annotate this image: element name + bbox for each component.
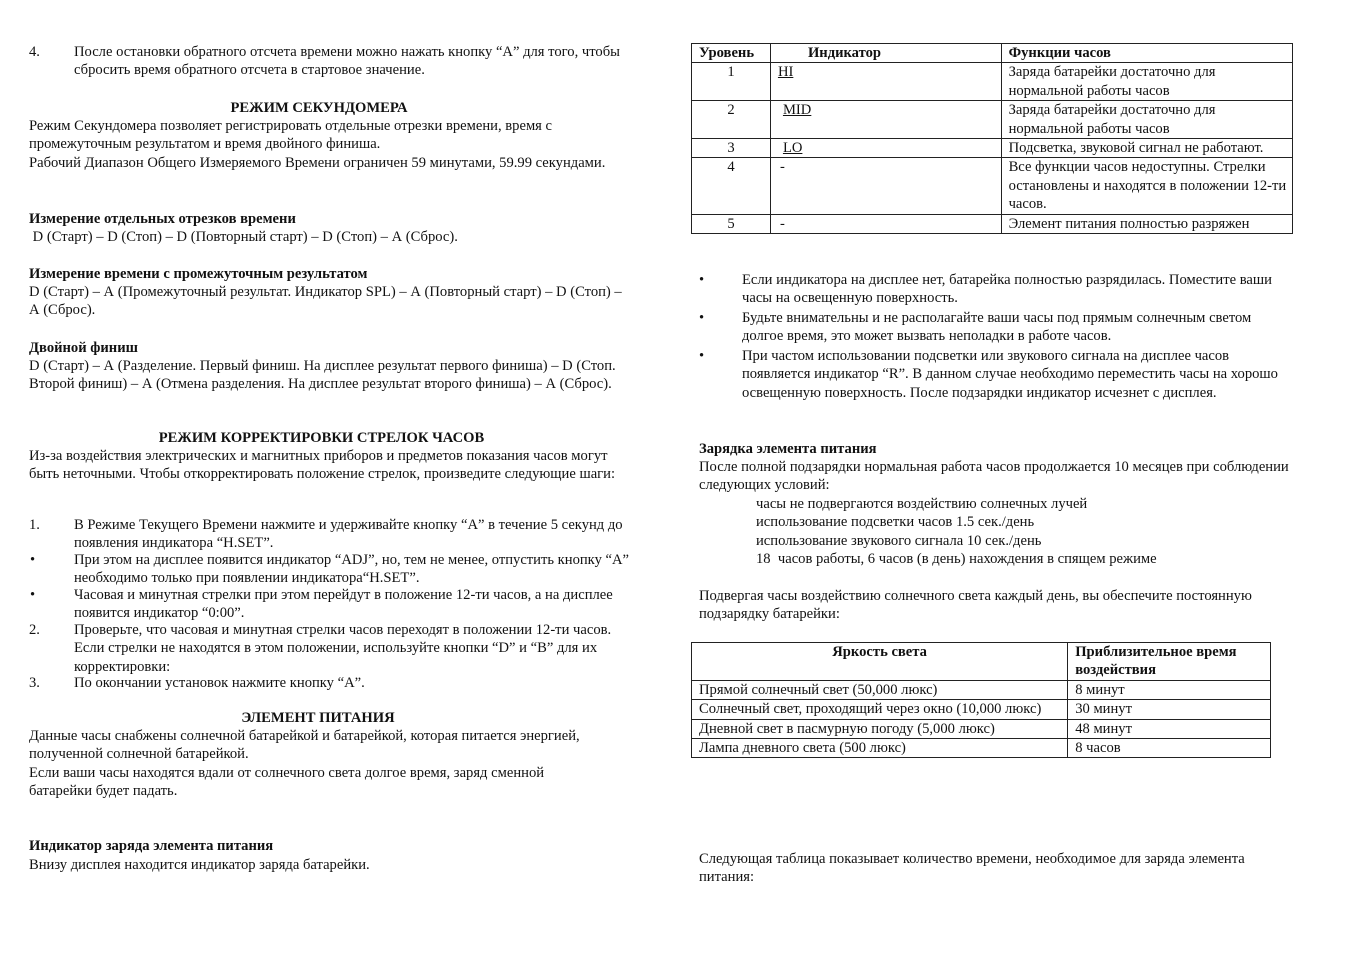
list-item bbox=[699, 347, 1289, 402]
cell-time: 48 минут bbox=[1068, 719, 1271, 738]
stopwatch-paragraph-1: Режим Секундомера позволяет регистрировать отдельные отрезки времени, время с промежуточным результатом и время двойного финиша. bbox=[29, 118, 553, 153]
list-item-4 bbox=[29, 43, 634, 80]
condition-item: использование подсветки часов 1.5 сек./день bbox=[756, 514, 1035, 530]
list-item bbox=[29, 551, 629, 588]
cell-function: Подсветка, звуковой сигнал не работают. bbox=[1001, 139, 1292, 158]
cell-level: 5 bbox=[692, 214, 771, 233]
power-paragraph-1: Данные часы снабжены солнечной батарейкой и батарейкой, которая питается энергией, полученной солнечной батарейкой. bbox=[29, 728, 580, 763]
double-finish-heading: Двойной финиш bbox=[29, 340, 138, 356]
table-row bbox=[692, 139, 1293, 158]
cell-function: Заряда батарейки достаточно для нормальной работы часов bbox=[1001, 101, 1292, 139]
lap-heading: Измерение времени с промежуточным результатом bbox=[29, 266, 368, 282]
table-row bbox=[692, 680, 1271, 699]
charge-text: После полной подзарядки нормальная работа часов продолжается 10 месяцев при соблюдении следующих условий: bbox=[699, 459, 1289, 494]
cell-indicator bbox=[770, 63, 1001, 101]
list-text: После остановки обратного отсчета времени можно нажать кнопку “А” для того, чтобы сбросить время обратного отсчета в стартовое значение. bbox=[74, 44, 620, 79]
double-finish-text: D (Старт) – А (Разделение. Первый финиш. На дисплее результат первого финиша) – D (Стоп. Второй финиш) – А (Отмена разделения. На дисплее результат второго финиша) – А (Сброс). bbox=[29, 358, 616, 393]
charge-heading: Зарядка элемента питания bbox=[699, 441, 877, 457]
list-item bbox=[29, 674, 629, 692]
hands-heading: РЕЖИМ КОРРЕКТИРОВКИ СТРЕЛОК ЧАСОВ bbox=[158, 430, 485, 446]
cell-function: Заряда батарейки достаточно для нормальной работы часов bbox=[1001, 63, 1292, 101]
next-table-text: Следующая таблица показывает количество времени, необходимое для заряда элемента питания: bbox=[699, 851, 1245, 886]
list-text: Если индикатора на дисплее нет, батарейка полностью разрядилась. Поместите ваши часы на освещенную поверхность. bbox=[742, 272, 1272, 307]
cell-level: 1 bbox=[692, 63, 771, 101]
header-time: Приблизительное время воздействия bbox=[1068, 643, 1271, 681]
cell-indicator bbox=[770, 139, 1001, 158]
cell-level: 2 bbox=[692, 101, 771, 139]
cell-level: 4 bbox=[692, 158, 771, 214]
list-text: При частом использовании подсветки или звукового сигнала на дисплее часов появляется индикатор “R”. В данном случае необходимо переместить часы на хорошо освещенную поверхность. После подзарядки индикатор исчезнет с дисплея. bbox=[742, 348, 1278, 401]
list-item bbox=[29, 621, 629, 676]
list-item bbox=[29, 516, 629, 553]
hands-intro: Из-за воздействия электрических и магнитных приборов и предметов показания часов могут быть неточными. Чтобы откорректировать положение стрелок, произведите следующие шаги: bbox=[29, 448, 616, 483]
cell-time: 8 минут bbox=[1068, 680, 1271, 699]
table-row bbox=[692, 719, 1271, 738]
condition-item: 18 часов работы, 6 часов (в день) нахождения в спящем режиме bbox=[756, 551, 1157, 567]
table-row bbox=[692, 214, 1293, 233]
bullet-mark: • bbox=[30, 587, 36, 603]
cell-time: 30 минут bbox=[1068, 700, 1271, 719]
list-number: 2. bbox=[29, 622, 40, 638]
bullet-mark: • bbox=[699, 310, 705, 326]
list-number: 1. bbox=[29, 517, 40, 533]
list-text: По окончании установок нажмите кнопку “А”. bbox=[74, 675, 365, 691]
power-paragraph-2: Если ваши часы находятся вдали от солнечного света долгое время, заряд сменной батарейки будет падать. bbox=[29, 765, 545, 800]
split-heading: Измерение отдельных отрезков времени bbox=[29, 211, 296, 227]
cell-light: Дневной свет в пасмурную погоду (5,000 люкс) bbox=[692, 719, 1068, 738]
cell-light: Прямой солнечный свет (50,000 люкс) bbox=[692, 680, 1068, 699]
indicator-value: LO bbox=[782, 140, 803, 157]
cell-indicator bbox=[770, 101, 1001, 139]
bullet-mark: • bbox=[699, 348, 705, 364]
list-text: При этом на дисплее появится индикатор “ADJ”, но, тем не менее, отпустить кнопку “А” необходимо только при появлении индикатора“H.SET”. bbox=[74, 552, 630, 587]
table-row bbox=[692, 158, 1293, 214]
list-item bbox=[699, 309, 1289, 346]
table-row bbox=[692, 739, 1271, 758]
split-text: D (Старт) – D (Стоп) – D (Повторный старт) – D (Стоп) – А (Сброс). bbox=[29, 229, 458, 245]
list-text: Проверьте, что часовая и минутная стрелки часов переходят в положении 12-ти часов. Если стрелки не находятся в этом положении, используйте кнопки “D” и “B” для их корректировки: bbox=[74, 622, 612, 675]
cell-level: 3 bbox=[692, 139, 771, 158]
list-item bbox=[699, 271, 1289, 308]
table-row bbox=[692, 63, 1293, 101]
list-text: В Режиме Текущего Времени нажмите и удерживайте кнопку “А” в течение 5 секунд до появления индикатора “H.SET”. bbox=[74, 517, 623, 552]
indicator-value: HI bbox=[777, 64, 794, 81]
lap-text: D (Старт) – А (Промежуточный результат. Индикатор SPL) – А (Повторный старт) – D (Стоп) – А (Сброс). bbox=[29, 284, 622, 319]
indicator-value: MID bbox=[782, 102, 812, 119]
cell-time: 8 часов bbox=[1068, 739, 1271, 758]
sun-text: Подвергая часы воздействию солнечного света каждый день, вы обеспечите постоянную подзарядку батарейки: bbox=[699, 588, 1252, 623]
bullet-mark: • bbox=[30, 552, 36, 568]
cell-function: Все функции часов недоступны. Стрелки остановлены и находятся в положении 12-ти часов. bbox=[1001, 158, 1292, 214]
cell-indicator: - bbox=[770, 158, 1001, 214]
list-number: 4. bbox=[29, 44, 40, 60]
list-item bbox=[29, 586, 629, 623]
bullet-mark: • bbox=[699, 272, 705, 288]
table-row bbox=[692, 700, 1271, 719]
condition-item: использование звукового сигнала 10 сек./день bbox=[756, 533, 1042, 549]
table-header-row bbox=[692, 44, 1293, 63]
table-header-row bbox=[692, 643, 1271, 681]
condition-item: часы не подвергаются воздействию солнечных лучей bbox=[756, 496, 1088, 512]
cell-light: Лампа дневного света (500 люкс) bbox=[692, 739, 1068, 758]
list-text: Будьте внимательны и не располагайте ваши часы под прямым солнечным светом долгое время, это может вызвать неполадки в работе часов. bbox=[742, 310, 1252, 345]
indicator-heading: Индикатор заряда элемента питания bbox=[29, 838, 274, 854]
cell-light: Солнечный свет, проходящий через окно (10,000 люкс) bbox=[692, 700, 1068, 719]
list-text: Часовая и минутная стрелки при этом перейдут в положение 12-ти часов, а на дисплее появится индикатор “0:00”. bbox=[74, 587, 613, 622]
battery-level-table bbox=[691, 43, 1293, 234]
header-indicator: Индикатор bbox=[770, 44, 1001, 63]
table-row bbox=[692, 101, 1293, 139]
header-level: Уровень bbox=[692, 44, 771, 63]
stopwatch-paragraph-2: Рабочий Диапазон Общего Измеряемого Времени ограничен 59 минутами, 59.99 секундами. bbox=[29, 155, 606, 171]
cell-function: Элемент питания полностью разряжен bbox=[1001, 214, 1292, 233]
header-light: Яркость света bbox=[692, 643, 1068, 681]
stopwatch-heading: РЕЖИМ СЕКУНДОМЕРА bbox=[230, 100, 408, 116]
indicator-text: Внизу дисплея находится индикатор заряда батарейки. bbox=[29, 857, 370, 873]
cell-indicator: - bbox=[770, 214, 1001, 233]
list-number: 3. bbox=[29, 675, 40, 691]
header-function: Функции часов bbox=[1001, 44, 1292, 63]
light-table bbox=[691, 642, 1271, 758]
power-heading: ЭЛЕМЕНТ ПИТАНИЯ bbox=[241, 710, 395, 726]
